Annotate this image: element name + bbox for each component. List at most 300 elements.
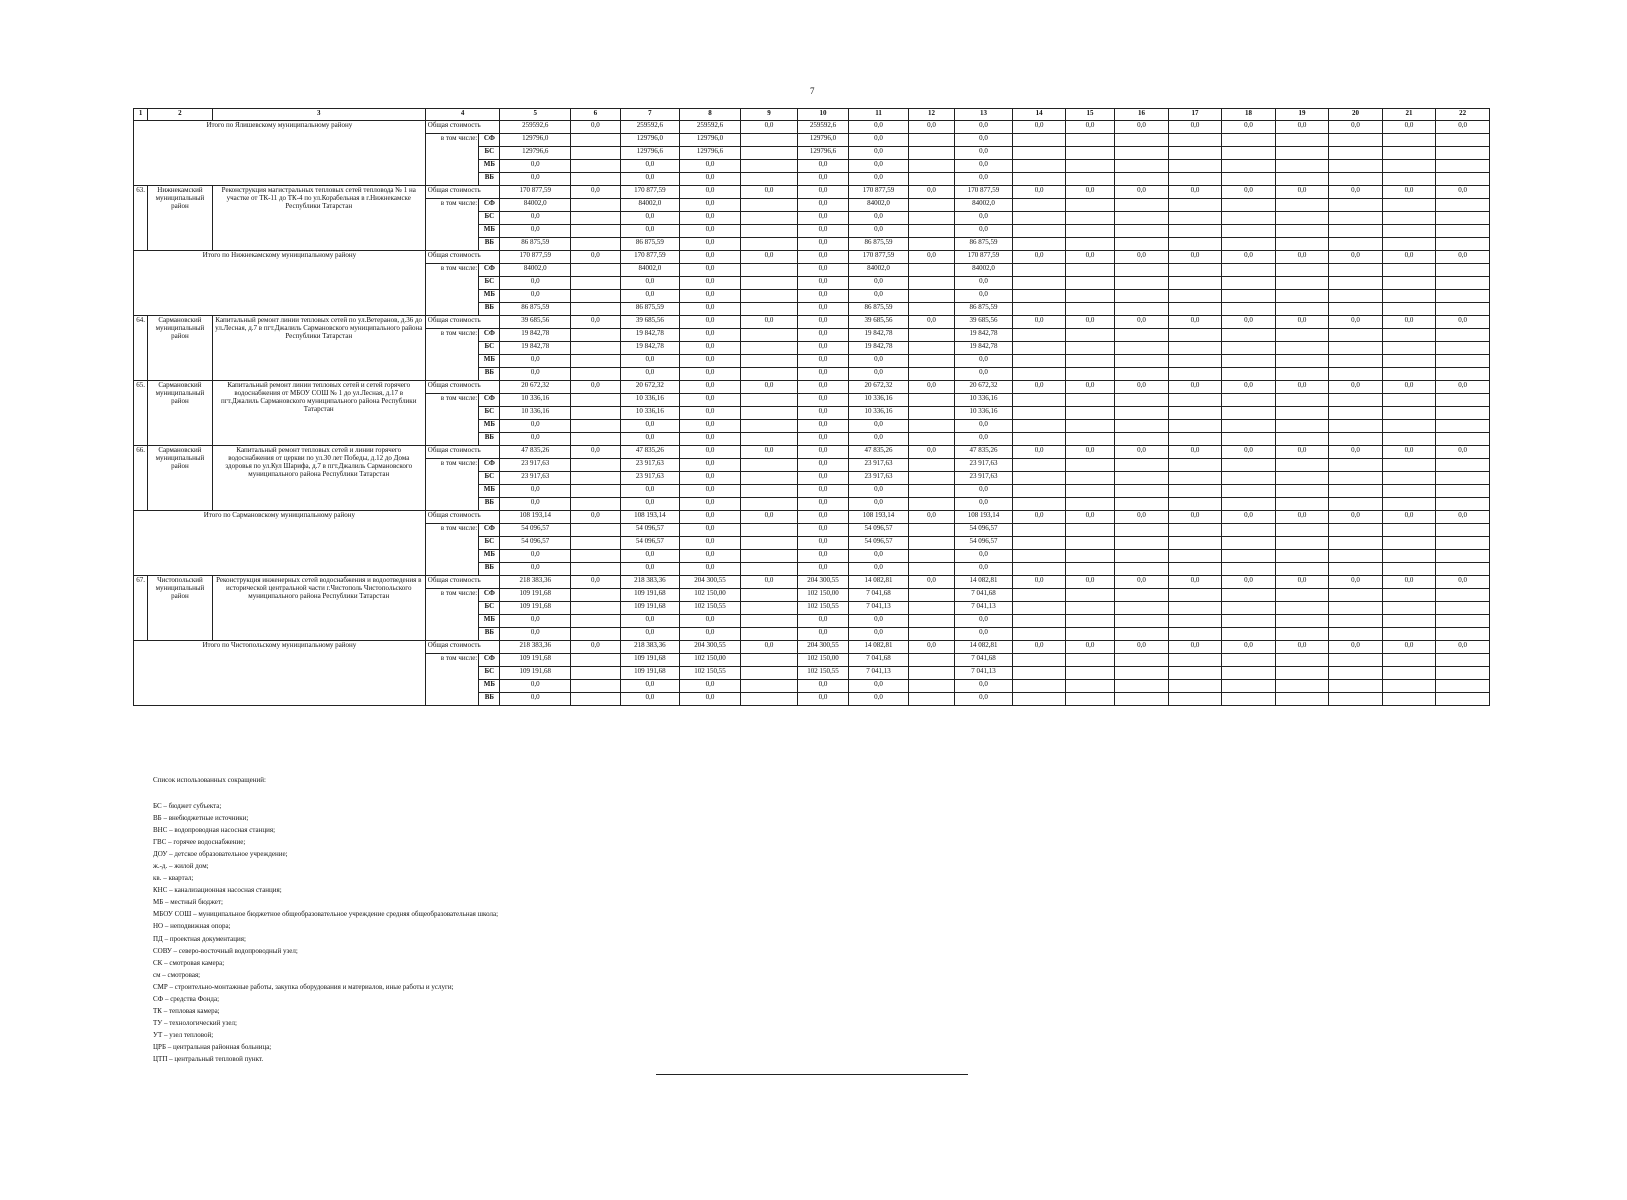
column-header: 7 — [620, 109, 680, 121]
empty-cell — [1329, 420, 1383, 433]
including-label: в том числе: — [425, 524, 479, 576]
row-number: 65. — [134, 381, 148, 446]
value-cell: 0,0 — [1013, 251, 1066, 264]
empty-cell — [1115, 368, 1169, 381]
column-header: 17 — [1168, 109, 1222, 121]
value-cell: 0,0 — [1013, 576, 1066, 589]
value-cell: 0,0 — [500, 433, 571, 446]
empty-cell — [1065, 654, 1114, 667]
empty-cell — [1436, 472, 1490, 485]
empty-cell — [1168, 654, 1222, 667]
value-cell: 0,0 — [680, 446, 741, 459]
value-cell — [909, 238, 954, 251]
value-cell — [571, 394, 620, 407]
empty-cell — [1436, 147, 1490, 160]
value-cell — [909, 433, 954, 446]
value-cell: 0,0 — [571, 446, 620, 459]
value-cell: 0,0 — [1115, 186, 1169, 199]
empty-cell — [1168, 537, 1222, 550]
value-cell: 0,0 — [848, 420, 909, 433]
empty-cell — [1222, 212, 1276, 225]
value-cell: 0,0 — [909, 186, 954, 199]
empty-cell — [1436, 225, 1490, 238]
empty-cell — [1329, 160, 1383, 173]
abbreviation-item: ТК – тепловая камера; — [153, 1006, 220, 1015]
value-cell: 0,0 — [798, 615, 848, 628]
value-cell: 0,0 — [798, 251, 848, 264]
value-cell — [909, 472, 954, 485]
source-code: БС — [479, 147, 500, 160]
value-cell: 0,0 — [1222, 446, 1276, 459]
column-header: 19 — [1275, 109, 1329, 121]
value-cell: 0,0 — [798, 420, 848, 433]
including-label: в том числе: — [425, 589, 479, 641]
value-cell: 102 150,00 — [680, 589, 741, 602]
empty-cell — [1329, 550, 1383, 563]
value-cell — [909, 342, 954, 355]
empty-cell — [1329, 238, 1383, 251]
value-cell: 86 875,59 — [848, 303, 909, 316]
value-cell: 54 096,57 — [620, 524, 680, 537]
abbreviation-item: ВНС – водопроводная насосная станция; — [153, 826, 276, 835]
value-cell — [909, 173, 954, 186]
value-cell: 0,0 — [1115, 381, 1169, 394]
value-cell: 0,0 — [798, 264, 848, 277]
value-cell — [740, 550, 798, 563]
value-cell: 0,0 — [620, 628, 680, 641]
value-cell — [909, 355, 954, 368]
value-cell: 39 685,56 — [620, 316, 680, 329]
source-code: БС — [479, 277, 500, 290]
value-cell: 7 041,68 — [954, 589, 1013, 602]
empty-cell — [1222, 472, 1276, 485]
value-cell: 0,0 — [1115, 576, 1169, 589]
empty-cell — [1065, 394, 1114, 407]
value-cell: 0,0 — [620, 693, 680, 706]
value-cell: 102 150,00 — [798, 589, 848, 602]
value-cell — [740, 290, 798, 303]
value-cell: 0,0 — [1382, 511, 1436, 524]
empty-cell — [1115, 394, 1169, 407]
abbreviation-item: ЦРБ – центральная районная больница; — [153, 1042, 272, 1051]
abbreviation-item: УТ – узел тепловой; — [153, 1030, 214, 1039]
empty-cell — [1382, 264, 1436, 277]
value-cell — [571, 459, 620, 472]
empty-cell — [1115, 147, 1169, 160]
value-cell: 0,0 — [954, 277, 1013, 290]
empty-cell — [1168, 303, 1222, 316]
empty-cell — [1013, 355, 1066, 368]
value-cell: 0,0 — [1275, 186, 1329, 199]
value-cell: 0,0 — [1382, 446, 1436, 459]
empty-cell — [1436, 615, 1490, 628]
column-header: 22 — [1436, 109, 1490, 121]
empty-cell — [1275, 550, 1329, 563]
value-cell: 0,0 — [740, 576, 798, 589]
total-cost-label: Общая стоимость — [425, 576, 500, 589]
value-cell: 0,0 — [500, 160, 571, 173]
value-cell — [740, 394, 798, 407]
project-row — [134, 446, 1490, 459]
empty-cell — [1013, 693, 1066, 706]
empty-cell — [1115, 355, 1169, 368]
value-cell — [740, 264, 798, 277]
empty-cell — [1115, 277, 1169, 290]
empty-cell — [1275, 524, 1329, 537]
value-cell — [740, 563, 798, 576]
empty-cell — [1013, 485, 1066, 498]
value-cell: 19 842,78 — [848, 342, 909, 355]
value-cell: 0,0 — [798, 277, 848, 290]
total-cost-label: Общая стоимость — [425, 121, 500, 134]
empty-cell — [1382, 290, 1436, 303]
empty-cell — [1329, 433, 1383, 446]
column-header: 9 — [740, 109, 798, 121]
value-cell: 109 191,68 — [620, 589, 680, 602]
value-cell: 0,0 — [571, 511, 620, 524]
empty-cell — [1382, 225, 1436, 238]
district-total-title: Итого по Чистопольскому муниципальному району — [134, 641, 426, 706]
empty-cell — [1065, 342, 1114, 355]
empty-cell — [1168, 277, 1222, 290]
empty-cell — [1329, 472, 1383, 485]
value-cell: 7 041,13 — [954, 602, 1013, 615]
empty-cell — [1168, 615, 1222, 628]
empty-cell — [1436, 173, 1490, 186]
value-cell: 0,0 — [680, 212, 741, 225]
value-cell — [909, 329, 954, 342]
column-header: 4 — [425, 109, 500, 121]
total-cost-label: Общая стоимость — [425, 251, 500, 264]
empty-cell — [1168, 485, 1222, 498]
empty-cell — [1115, 667, 1169, 680]
project-description: Капитальный ремонт линии тепловых сетей по ул.Ветеранов, д.36 до ул.Лесная, д.7 в пгт.Джалиль Сармановского муниципального района Республики Татарстан — [212, 316, 425, 381]
source-code: МБ — [479, 160, 500, 173]
value-cell: 0,0 — [1013, 381, 1066, 394]
value-cell — [740, 342, 798, 355]
abbreviation-item: СФ – средства Фонда; — [153, 994, 220, 1003]
empty-cell — [1115, 290, 1169, 303]
value-cell: 0,0 — [909, 121, 954, 134]
empty-cell — [1222, 485, 1276, 498]
value-cell — [571, 238, 620, 251]
empty-cell — [1382, 589, 1436, 602]
empty-cell — [1065, 368, 1114, 381]
value-cell: 218 383,36 — [500, 641, 571, 654]
value-cell — [571, 212, 620, 225]
value-cell: 0,0 — [680, 511, 741, 524]
value-cell — [909, 303, 954, 316]
value-cell: 54 096,57 — [848, 537, 909, 550]
empty-cell — [1013, 498, 1066, 511]
abbreviation-item: см – смотровая; — [153, 970, 201, 979]
value-cell: 0,0 — [680, 238, 741, 251]
empty-cell — [1168, 147, 1222, 160]
empty-cell — [1436, 433, 1490, 446]
value-cell: 0,0 — [680, 186, 741, 199]
empty-cell — [1275, 290, 1329, 303]
value-cell — [571, 355, 620, 368]
value-cell: 102 150,55 — [680, 602, 741, 615]
value-cell: 0,0 — [1222, 121, 1276, 134]
empty-cell — [1275, 303, 1329, 316]
value-cell: 0,0 — [1329, 511, 1383, 524]
value-cell: 109 191,68 — [620, 654, 680, 667]
value-cell: 0,0 — [1275, 121, 1329, 134]
empty-cell — [1115, 264, 1169, 277]
value-cell: 0,0 — [1436, 641, 1490, 654]
empty-cell — [1115, 628, 1169, 641]
value-cell: 0,0 — [620, 225, 680, 238]
value-cell: 0,0 — [571, 316, 620, 329]
source-code: МБ — [479, 420, 500, 433]
value-cell — [571, 420, 620, 433]
value-cell: 170 877,59 — [620, 186, 680, 199]
value-cell: 23 917,63 — [620, 459, 680, 472]
value-cell: 0,0 — [798, 355, 848, 368]
signature-line — [656, 1074, 968, 1075]
value-cell — [909, 407, 954, 420]
value-cell — [571, 628, 620, 641]
value-cell: 0,0 — [909, 381, 954, 394]
empty-cell — [1168, 420, 1222, 433]
value-cell: 0,0 — [909, 446, 954, 459]
value-cell: 0,0 — [620, 368, 680, 381]
value-cell: 108 193,14 — [620, 511, 680, 524]
empty-cell — [1168, 407, 1222, 420]
value-cell: 218 383,36 — [620, 641, 680, 654]
empty-cell — [1329, 537, 1383, 550]
value-cell: 0,0 — [954, 147, 1013, 160]
empty-cell — [1329, 355, 1383, 368]
value-cell — [740, 225, 798, 238]
value-cell: 0,0 — [1168, 446, 1222, 459]
value-cell — [571, 485, 620, 498]
empty-cell — [1222, 303, 1276, 316]
value-cell: 109 191,68 — [620, 667, 680, 680]
value-cell: 10 336,16 — [620, 394, 680, 407]
value-cell: 0,0 — [1168, 641, 1222, 654]
empty-cell — [1013, 589, 1066, 602]
value-cell — [740, 212, 798, 225]
empty-cell — [1329, 459, 1383, 472]
value-cell: 47 835,26 — [620, 446, 680, 459]
value-cell: 0,0 — [954, 121, 1013, 134]
value-cell — [740, 524, 798, 537]
column-header: 20 — [1329, 109, 1383, 121]
value-cell: 0,0 — [1013, 446, 1066, 459]
value-cell: 86 875,59 — [620, 303, 680, 316]
value-cell — [740, 433, 798, 446]
value-cell: 0,0 — [500, 355, 571, 368]
value-cell: 102 150,00 — [798, 654, 848, 667]
value-cell: 23 917,63 — [848, 472, 909, 485]
value-cell: 0,0 — [680, 199, 741, 212]
value-cell: 0,0 — [680, 563, 741, 576]
empty-cell — [1222, 420, 1276, 433]
empty-cell — [1275, 147, 1329, 160]
abbreviation-item: ЦТП – центральный тепловой пункт. — [153, 1054, 264, 1063]
empty-cell — [1222, 628, 1276, 641]
total-cost-label: Общая стоимость — [425, 511, 500, 524]
value-cell: 0,0 — [848, 563, 909, 576]
value-cell: 129796,0 — [620, 134, 680, 147]
value-cell: 0,0 — [954, 615, 1013, 628]
value-cell — [571, 654, 620, 667]
value-cell: 20 672,32 — [620, 381, 680, 394]
value-cell: 84002,0 — [848, 264, 909, 277]
value-cell: 0,0 — [680, 394, 741, 407]
empty-cell — [1168, 342, 1222, 355]
abbreviation-item: ГВС – горячее водоснабжение; — [153, 838, 246, 847]
value-cell: 0,0 — [620, 615, 680, 628]
empty-cell — [1275, 615, 1329, 628]
value-cell: 0,0 — [500, 693, 571, 706]
empty-cell — [1013, 654, 1066, 667]
value-cell: 0,0 — [1275, 576, 1329, 589]
empty-cell — [1065, 563, 1114, 576]
empty-cell — [1013, 303, 1066, 316]
empty-cell — [1382, 173, 1436, 186]
project-description: Реконструкция инженерных сетей водоснабжения и водоотведения в исторической центральной части г.Чистополь Чистопольского муниципального района Республики Татарстан — [212, 576, 425, 641]
empty-cell — [1222, 290, 1276, 303]
empty-cell — [1013, 290, 1066, 303]
value-cell — [909, 615, 954, 628]
column-header: 11 — [848, 109, 909, 121]
value-cell: 0,0 — [740, 381, 798, 394]
empty-cell — [1382, 368, 1436, 381]
empty-cell — [1065, 628, 1114, 641]
source-code: СФ — [479, 199, 500, 212]
value-cell: 19 842,78 — [848, 329, 909, 342]
column-header: 14 — [1013, 109, 1066, 121]
empty-cell — [1382, 459, 1436, 472]
value-cell: 0,0 — [1382, 316, 1436, 329]
value-cell — [740, 420, 798, 433]
empty-cell — [1382, 693, 1436, 706]
header-row — [134, 109, 1490, 121]
empty-cell — [1065, 498, 1114, 511]
value-cell: 0,0 — [909, 511, 954, 524]
value-cell — [571, 277, 620, 290]
empty-cell — [1013, 368, 1066, 381]
empty-cell — [1329, 277, 1383, 290]
value-cell — [909, 628, 954, 641]
empty-cell — [1275, 368, 1329, 381]
empty-cell — [1329, 615, 1383, 628]
value-cell: 0,0 — [954, 628, 1013, 641]
value-cell: 0,0 — [1013, 511, 1066, 524]
including-label: в том числе: — [425, 394, 479, 446]
empty-cell — [1065, 225, 1114, 238]
value-cell — [571, 667, 620, 680]
value-cell: 102 150,55 — [798, 667, 848, 680]
value-cell: 0,0 — [500, 368, 571, 381]
value-cell: 0,0 — [1275, 446, 1329, 459]
value-cell: 19 842,78 — [620, 329, 680, 342]
value-cell — [571, 680, 620, 693]
value-cell: 23 917,63 — [954, 459, 1013, 472]
empty-cell — [1222, 147, 1276, 160]
empty-cell — [1222, 459, 1276, 472]
value-cell: 0,0 — [1436, 576, 1490, 589]
value-cell — [571, 199, 620, 212]
empty-cell — [1065, 472, 1114, 485]
empty-cell — [1168, 667, 1222, 680]
value-cell: 0,0 — [1329, 251, 1383, 264]
value-cell — [571, 303, 620, 316]
value-cell: 0,0 — [798, 342, 848, 355]
source-code: МБ — [479, 680, 500, 693]
abbreviation-item: МБОУ СОШ – муниципальное бюджетное общеобразовательное учреждение средняя общеобразовательная школа; — [153, 910, 499, 919]
empty-cell — [1275, 472, 1329, 485]
empty-cell — [1382, 394, 1436, 407]
column-header: 15 — [1065, 109, 1114, 121]
empty-cell — [1065, 433, 1114, 446]
empty-cell — [1168, 329, 1222, 342]
value-cell: 0,0 — [740, 446, 798, 459]
value-cell: 0,0 — [1115, 446, 1169, 459]
empty-cell — [1065, 160, 1114, 173]
value-cell: 0,0 — [798, 550, 848, 563]
abbreviation-item: СК – смотровая камера; — [153, 958, 225, 967]
empty-cell — [1013, 472, 1066, 485]
value-cell: 0,0 — [1329, 381, 1383, 394]
empty-cell — [1329, 303, 1383, 316]
empty-cell — [1065, 667, 1114, 680]
empty-cell — [1275, 667, 1329, 680]
value-cell: 0,0 — [848, 225, 909, 238]
value-cell: 0,0 — [1436, 251, 1490, 264]
value-cell: 0,0 — [954, 173, 1013, 186]
value-cell: 0,0 — [571, 186, 620, 199]
value-cell: 19 842,78 — [500, 342, 571, 355]
value-cell: 0,0 — [680, 225, 741, 238]
empty-cell — [1065, 212, 1114, 225]
empty-cell — [1275, 225, 1329, 238]
empty-cell — [1168, 472, 1222, 485]
value-cell: 170 877,59 — [848, 251, 909, 264]
value-cell: 20 672,32 — [848, 381, 909, 394]
source-code: ВБ — [479, 693, 500, 706]
value-cell: 129796,6 — [500, 147, 571, 160]
value-cell: 0,0 — [680, 420, 741, 433]
empty-cell — [1013, 615, 1066, 628]
empty-cell — [1013, 147, 1066, 160]
value-cell: 54 096,57 — [848, 524, 909, 537]
empty-cell — [1436, 355, 1490, 368]
empty-cell — [1275, 602, 1329, 615]
district-total-row — [134, 511, 1490, 524]
empty-cell — [1065, 355, 1114, 368]
district-total-row — [134, 251, 1490, 264]
value-cell: 19 842,78 — [500, 329, 571, 342]
value-cell: 0,0 — [500, 420, 571, 433]
project-row — [134, 381, 1490, 394]
value-cell: 0,0 — [1065, 446, 1114, 459]
value-cell — [740, 498, 798, 511]
empty-cell — [1013, 550, 1066, 563]
budget-table — [133, 108, 1490, 706]
project-row — [134, 576, 1490, 589]
value-cell: 204 300,55 — [798, 641, 848, 654]
empty-cell — [1065, 602, 1114, 615]
value-cell: 129796,6 — [680, 147, 741, 160]
value-cell — [571, 615, 620, 628]
value-cell: 23 917,63 — [500, 472, 571, 485]
empty-cell — [1329, 134, 1383, 147]
project-description: Капитальный ремонт линии тепловых сетей и сетей горячего водоснабжения от МБОУ СОШ № 1 до ул.Лесная, д.17 в пгт.Джалиль Сармановского муниципального района Республики Татарстан — [212, 381, 425, 446]
